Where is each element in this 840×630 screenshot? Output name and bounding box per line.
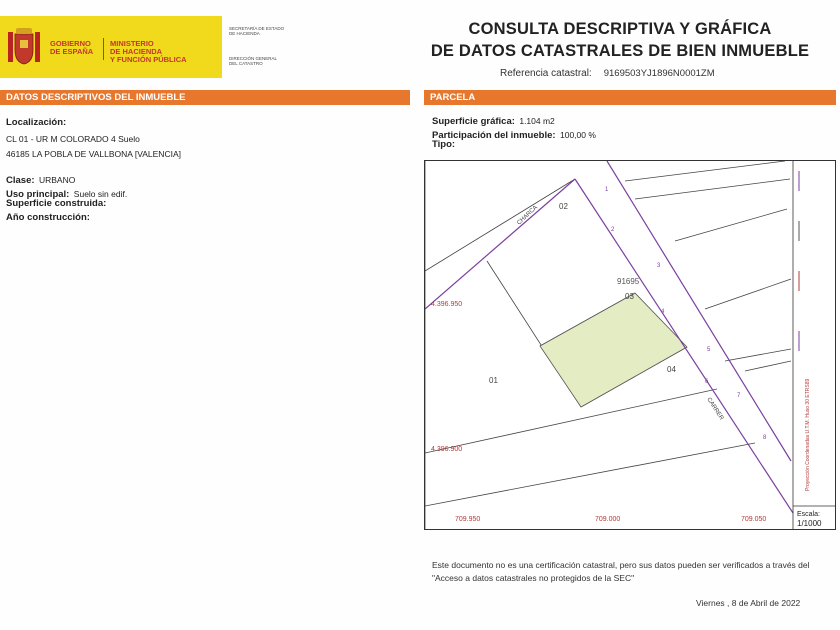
coord-y-top: 4.396.950 [431, 301, 463, 308]
svg-text:1: 1 [605, 187, 609, 193]
coat-of-arms-icon [6, 26, 42, 68]
escala-value: 1/1000 [797, 519, 822, 528]
svg-text:8: 8 [763, 435, 767, 441]
coord-x-right: 709.050 [741, 516, 767, 523]
secretaria-text: SECRETARÍA DE ESTADO DE HACIENDA [229, 26, 285, 36]
datos-descriptivos-header: DATOS DESCRIPTIVOS DEL INMUEBLE [0, 90, 410, 105]
lot-03-label: 03 [625, 292, 634, 301]
document-date: Viernes , 8 de Abril de 2022 [696, 598, 801, 608]
government-logo-block [0, 16, 222, 78]
street-name-carrer: CARRER [705, 396, 725, 422]
document-title: CONSULTA DESCRIPTIVA Y GRÁFICA DE DATOS CATASTRALES DE BIEN INMUEBLE [430, 20, 810, 60]
subject-parcel [540, 293, 687, 407]
clase-row: Clase: URBANO [6, 175, 76, 186]
lot-04-label: 04 [667, 365, 676, 374]
svg-text:5: 5 [707, 347, 711, 353]
localizacion-label: Localización: [6, 117, 67, 128]
address-line-1: CL 01 - UR M COLORADO 4 Suelo [6, 134, 140, 144]
uso-row: Uso principal: Suelo sin edif. [6, 189, 128, 200]
disclaimer-note: Este documento no es una certificación catastral, pero sus datos pueden ser verificados a través del "Acceso a datos catastrales no protegidos de la SEC" [432, 560, 810, 583]
cadastral-map [424, 160, 836, 530]
svg-text:6: 6 [705, 379, 709, 385]
gobierno-text: GOBIERNO DE ESPAÑA [50, 39, 94, 56]
svg-text:4: 4 [661, 309, 665, 315]
map-drawing [425, 161, 836, 530]
lot-02-label: 02 [559, 202, 568, 211]
direccion-text: DIRECCIÓN GENERAL DEL CATASTRO [229, 56, 278, 66]
svg-text:2: 2 [611, 227, 615, 233]
ministerio-text: MINISTERIO DE HACIENDA Y FUNCIÓN PÚBLICA [110, 39, 187, 64]
coord-x-left: 709.950 [455, 516, 481, 523]
anio-construccion-label: Año construcción: [6, 212, 90, 223]
address-line-2: 46185 LA POBLA DE VALLBONA [VALENCIA] [6, 149, 181, 159]
legend-projection-text: Proyección Coordenadas U.T.M. Huso 30 ETRS89 [805, 378, 811, 491]
coord-x-mid: 709.000 [595, 516, 621, 523]
coord-y-bottom: 4.396.900 [431, 446, 463, 453]
superficie-construida-label: Superficie construida: [6, 198, 107, 209]
svg-text:3: 3 [657, 263, 661, 269]
participacion-row: Participación del inmueble: 100,00 % [432, 130, 596, 141]
parcela-header: PARCELA [424, 90, 836, 105]
lot-01-label: 01 [489, 376, 498, 385]
referencia-catastral: Referencia catastral: 9169503YJ1896N0001ZM [500, 68, 715, 79]
superficie-grafica-row: Superficie gráfica: 1.104 m2 [432, 116, 555, 127]
tipo-label: Tipo: [432, 139, 456, 150]
svg-text:7: 7 [737, 393, 741, 399]
parcel-ref-label: 91695 [617, 277, 640, 286]
street-name-charca: CHARCA [516, 204, 539, 227]
escala-label: Escala: [797, 511, 820, 518]
logo-divider [103, 38, 104, 60]
